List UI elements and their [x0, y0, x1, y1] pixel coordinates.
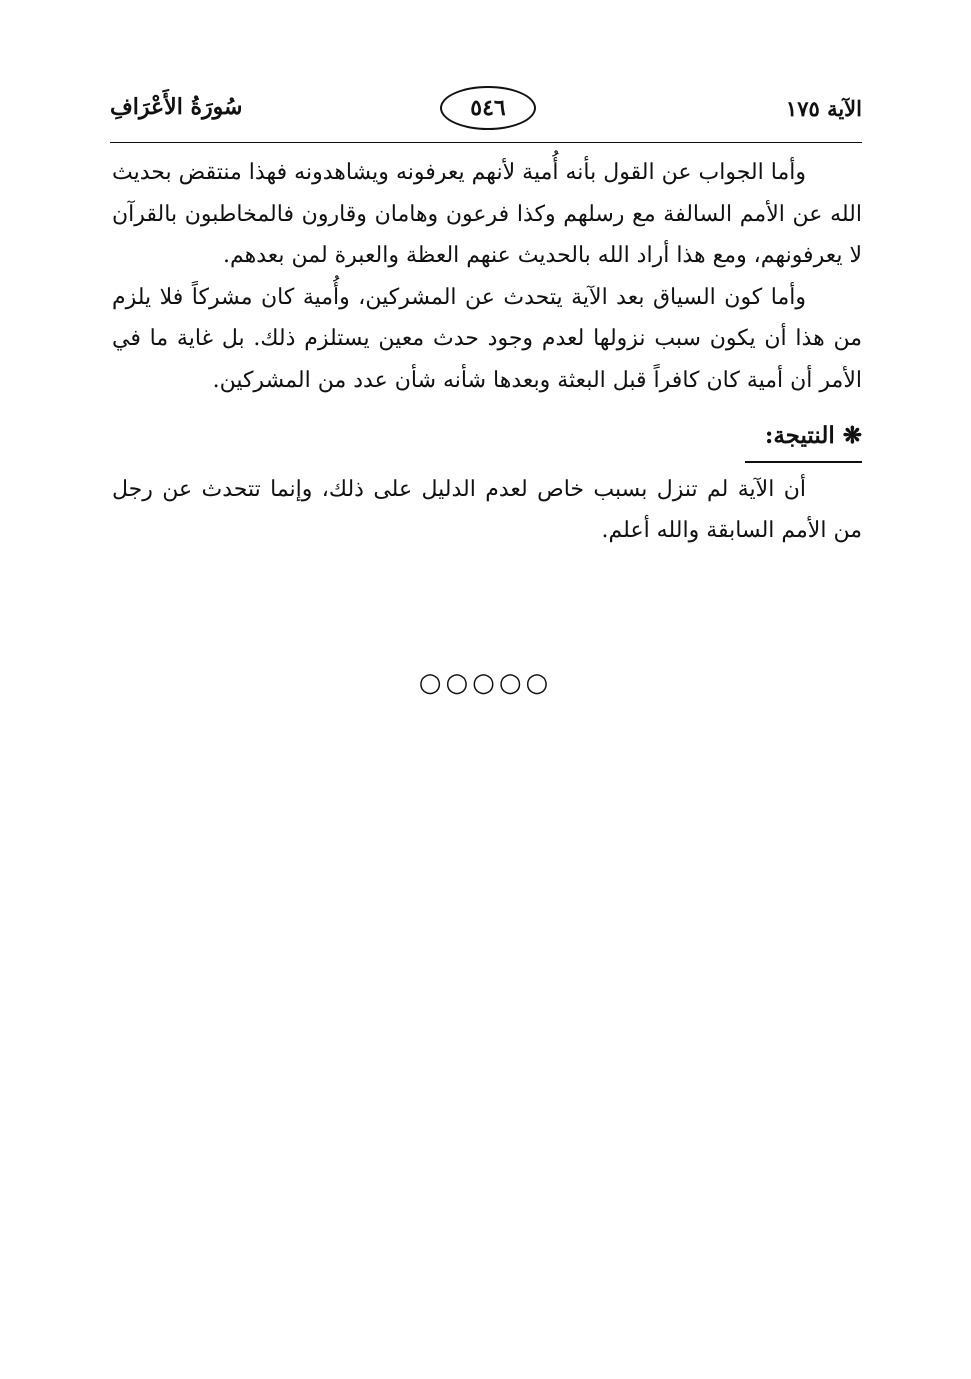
paragraph-response: وأما الجواب عن القول بأنه أُمية لأنهم يعرفونه ويشاهدونه فهذا منتقض بحديث الله عن الأمم السالفة مع رسلهم وكذا فرعون وهامان وقارون فالمخاطبون بالقرآن لا يعرفونهم، ومع هذا أراد الله بالحديث عنهم العظة والعبرة لمن بعدهم. — [112, 160, 863, 268]
page-number: ٥٤٦ — [440, 86, 536, 130]
verse-reference: الآية ١٧٥ — [785, 96, 862, 121]
paragraph-result: أن الآية لم تنزل بسبب خاص لعدم الدليل على ذلك، وإنما تتحدث عن رجل من الأمم السابقة والله أعلم. — [112, 476, 862, 543]
paragraph-context: وأما كون السياق بعد الآية يتحدث عن المشركين، وأُمية كان مشركاً فلا يلزم من هذا أن يكون سبب نزولها لعدم وجود حدث معين يستلزم ذلك. بل غاية ما في الأمر أن أمية كان كافراً قبل البعثة وبعدها شأنه شأن عدد من المشركين. — [112, 284, 862, 393]
page-header — [110, 78, 862, 144]
page-content — [112, 152, 862, 552]
section-separator: ○○○○○ — [418, 668, 553, 698]
result-heading — [745, 415, 862, 463]
surah-title: سُورَةُ الأَعْرَافِ — [110, 94, 243, 120]
asterisk-icon: ❋ — [842, 422, 862, 449]
result-section — [112, 415, 862, 463]
result-heading-text: النتيجة: — [764, 422, 835, 449]
header-divider — [110, 142, 862, 143]
